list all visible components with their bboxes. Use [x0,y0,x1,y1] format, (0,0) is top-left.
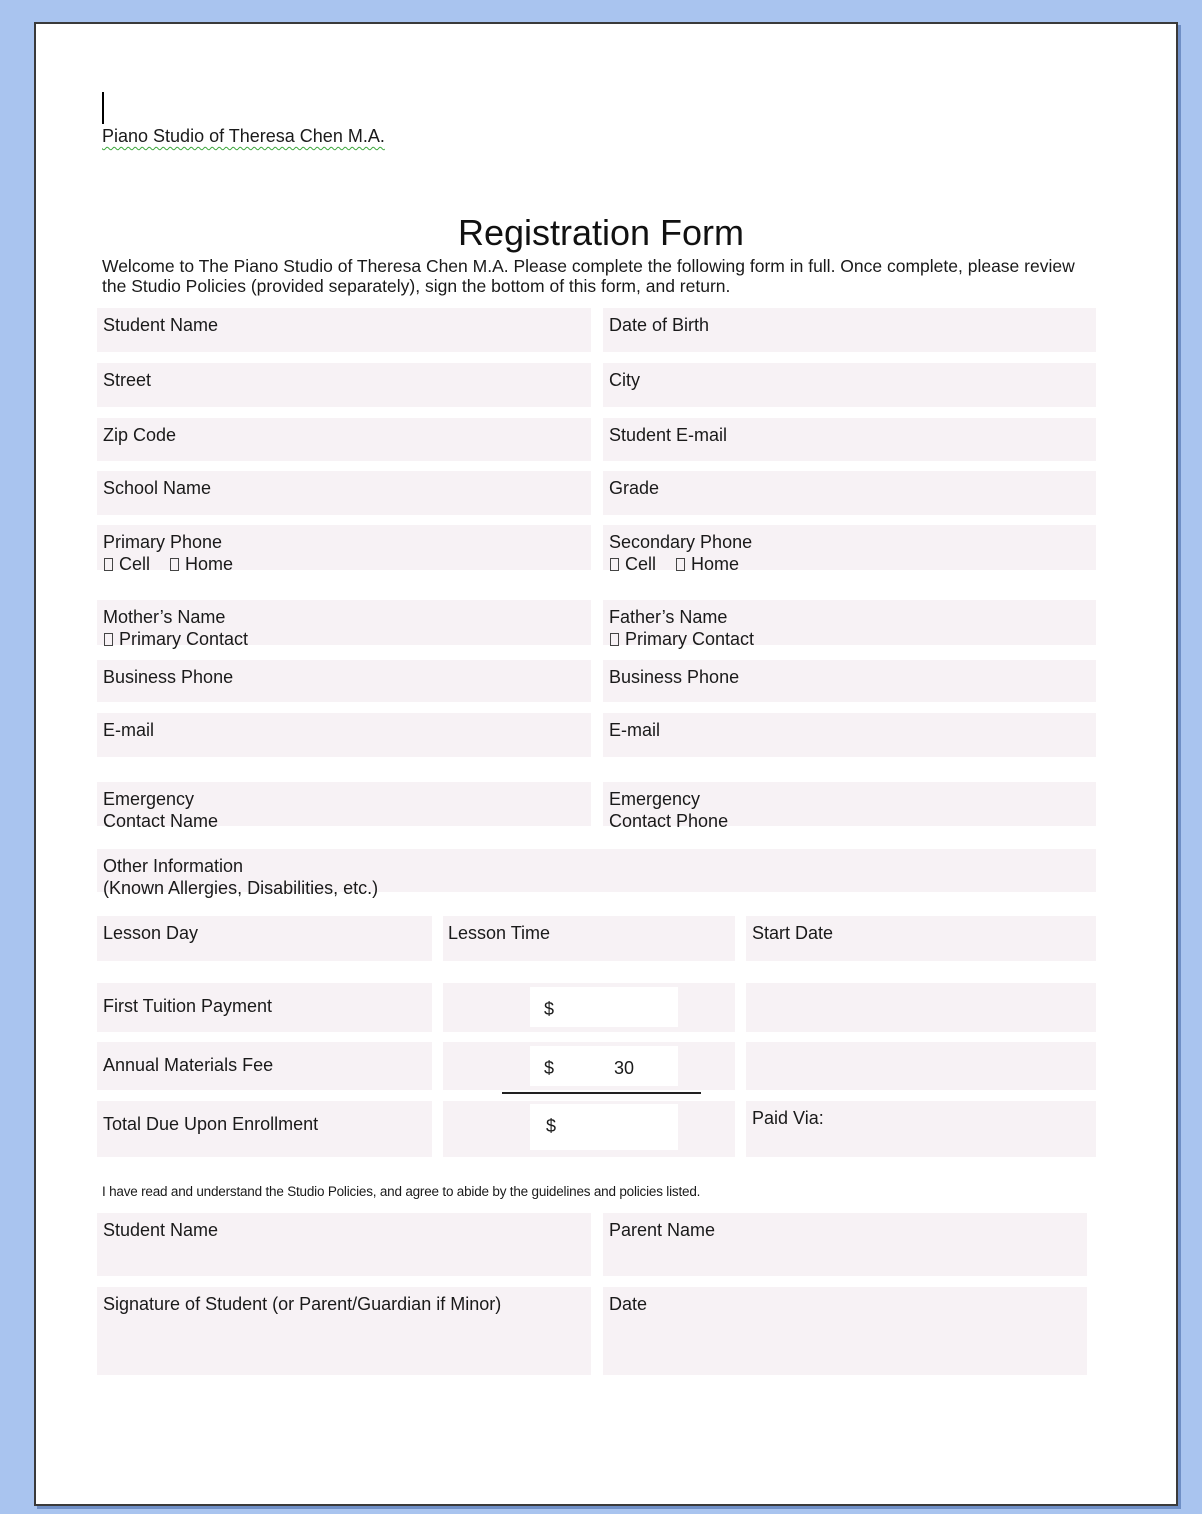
total-due-label-cell [97,1101,432,1157]
mothers-name-field[interactable] [97,600,591,649]
sum-divider [502,1092,701,1094]
student-email-field[interactable] [603,418,1096,461]
field-label: Business Phone [103,667,234,687]
field-label: Contact Phone [609,811,729,831]
lesson-time-field[interactable] [443,916,735,961]
field-label: Zip Code [103,425,177,445]
field-label: E-mail [609,720,661,740]
field-label: Student E-mail [609,425,728,445]
school-name-field[interactable] [97,471,591,515]
father-email-field[interactable] [603,713,1096,757]
field-label: Father’s Name [609,607,728,627]
field-label: Lesson Time [448,923,551,943]
home-option[interactable]: Home [675,554,739,574]
checkbox-icon[interactable] [610,558,619,571]
checkbox-icon[interactable] [104,633,113,646]
emergency-contact-name-field[interactable] [97,782,591,831]
field-label: Mother’s Name [103,607,226,627]
currency-symbol: $ [546,1116,557,1136]
field-label: Paid Via: [752,1108,824,1128]
total-due-amount-input[interactable] [530,1104,678,1150]
field-label: Parent Name [609,1220,716,1240]
field-label: First Tuition Payment [103,996,273,1016]
field-label: Grade [609,478,660,498]
primary-phone-field[interactable] [97,525,591,574]
field-label: Emergency [103,789,195,809]
field-label: School Name [103,478,212,498]
agreement-statement: I have read and understand the Studio Policies, and agree to abide by the guidelines and policies listed. [102,1184,701,1199]
text-cursor [102,92,104,124]
field-label: Signature of Student (or Parent/Guardian if Minor) [103,1294,502,1314]
mother-email-field[interactable] [97,713,591,757]
field-label: Start Date [752,923,834,943]
parent-name-field[interactable] [603,1213,1087,1276]
paid-via-field[interactable] [746,1101,1096,1157]
emergency-contact-phone-field[interactable] [603,782,1096,831]
field-label: Other Information [103,856,244,876]
field-label: Contact Name [103,811,219,831]
field-label: Primary Phone [103,532,223,552]
checkbox-icon[interactable] [610,633,619,646]
field-label: City [609,370,640,390]
date-of-birth-field[interactable] [603,308,1096,352]
materials-fee-label-cell [97,1042,432,1090]
materials-fee-value: 30 [614,1058,635,1078]
field-label: Business Phone [609,667,740,687]
field-label: Street [103,370,152,390]
checkbox-icon[interactable] [104,558,113,571]
student-name-field[interactable] [97,308,591,352]
intro-text: Welcome to The Piano Studio of Theresa Chen M.A. Please complete the following form in full. Once complete, please review the Studio Policies (provided separately), sign the bottom of this form, and return. [102,256,1075,296]
field-label: Student Name [103,315,219,335]
signature-student-name-field[interactable] [97,1213,591,1276]
currency-symbol: $ [544,1058,555,1078]
city-field[interactable] [603,363,1096,407]
first-tuition-note-cell[interactable] [746,983,1096,1032]
first-tuition-amount-input[interactable] [530,987,678,1027]
field-label: Total Due Upon Enrollment [103,1114,319,1134]
other-information-field[interactable] [97,849,1096,898]
home-option[interactable]: Home [169,554,233,574]
fathers-name-field[interactable] [603,600,1096,649]
first-tuition-label-cell [97,983,432,1032]
father-business-phone-field[interactable] [603,660,1096,702]
materials-fee-note-cell[interactable] [746,1042,1096,1090]
mother-business-phone-field[interactable] [97,660,591,702]
start-date-field[interactable] [746,916,1096,961]
field-label: Emergency [609,789,701,809]
field-label: Lesson Day [103,923,199,943]
cell-option[interactable]: Cell [609,554,656,574]
zip-code-field[interactable] [97,418,591,461]
currency-symbol: $ [544,999,555,1019]
signature-date-field[interactable] [603,1287,1087,1375]
street-field[interactable] [97,363,591,407]
checkbox-icon[interactable] [676,558,685,571]
signature-field[interactable] [97,1287,591,1375]
primary-contact-option[interactable]: Primary Contact [103,629,248,649]
field-label: (Known Allergies, Disabilities, etc.) [103,878,379,898]
field-label: Date [609,1294,648,1314]
grade-field[interactable] [603,471,1096,515]
field-label: E-mail [103,720,155,740]
field-label: Secondary Phone [609,532,753,552]
secondary-phone-field[interactable] [603,525,1096,574]
primary-contact-option[interactable]: Primary Contact [609,629,754,649]
cell-option[interactable]: Cell [103,554,150,574]
lesson-day-field[interactable] [97,916,432,961]
checkbox-icon[interactable] [170,558,179,571]
field-label: Annual Materials Fee [103,1055,274,1075]
materials-fee-amount-input[interactable] [530,1046,678,1086]
field-label: Student Name [103,1220,219,1240]
field-label: Date of Birth [609,315,710,335]
form-title: Registration Form [457,212,745,253]
studio-name: Piano Studio of Theresa Chen M.A. [102,126,385,146]
